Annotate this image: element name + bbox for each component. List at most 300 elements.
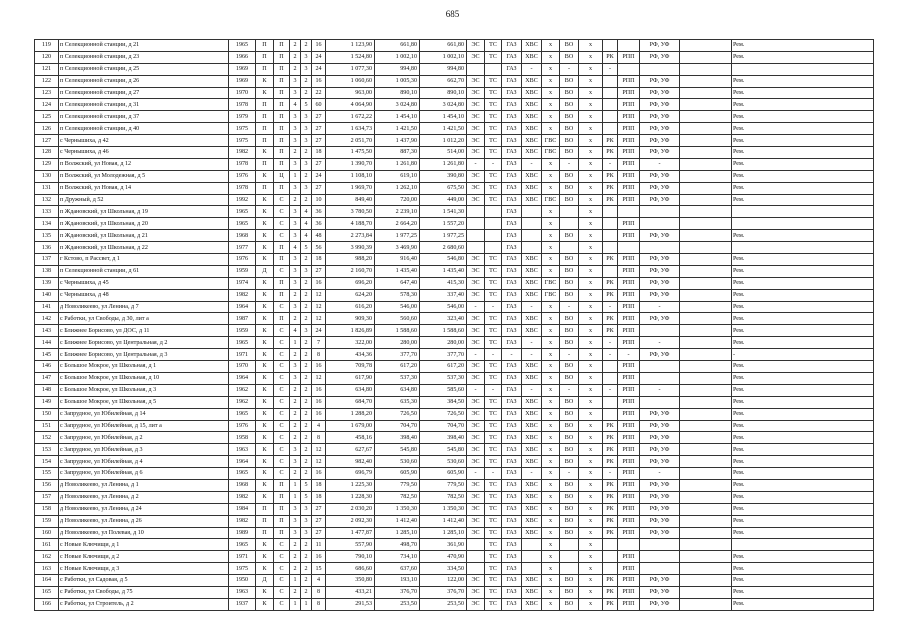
cell-power-supply: ЭС (467, 194, 485, 206)
cell-wall-material: П (256, 63, 274, 75)
cell-floors: 3 (301, 158, 312, 170)
cell-sewerage: ВО (560, 361, 579, 373)
cell-heating: ТС (485, 372, 502, 384)
cell-mark-x: х (579, 539, 603, 551)
cell-roof-repair: РК (603, 277, 618, 289)
cell-mark-x: х (579, 99, 603, 111)
cell-residential-area: 1 002,10 (420, 51, 467, 63)
cell-floors: 2 (301, 420, 312, 432)
cell-total-area: 696,79 (326, 468, 375, 480)
cell-year-built: 1950 (229, 575, 256, 587)
cell-row-number: 136 (35, 242, 59, 254)
cell-floors: 5 (301, 491, 312, 503)
cell-other (680, 420, 732, 432)
cell-cold-water: - (522, 349, 542, 361)
cell-mark-x: х (579, 147, 603, 159)
cell-cold-water: ХВС (522, 265, 542, 277)
cell-power-supply: ЭС (467, 99, 485, 111)
table-row (35, 396, 874, 408)
cell-floors: 2 (301, 456, 312, 468)
cell-floors: 5 (301, 99, 312, 111)
cell-address: п Ждановский, ул Школьная, д 20 (59, 218, 229, 230)
cell-mark-x: х (579, 563, 603, 575)
cell-year-built: 1969 (229, 75, 256, 87)
cell-entrances: 2 (290, 40, 301, 52)
cell-wall-material: К (256, 277, 274, 289)
cell-residential-area: 280,00 (420, 337, 467, 349)
cell-entrances: 3 (290, 206, 301, 218)
cell-hot-water: х (542, 515, 560, 527)
cell-floor-type: С (274, 325, 290, 337)
cell-wall-material: К (256, 586, 274, 598)
cell-address: с Чернышиха, д 46 (59, 147, 229, 159)
cell-repair-status: Рем. (732, 158, 874, 170)
cell-heating: ТС (485, 265, 502, 277)
cell-other (680, 218, 732, 230)
cell-cold-water: ХВС (522, 396, 542, 408)
cell-year-built: 1969 (229, 63, 256, 75)
cell-entrances: 2 (290, 147, 301, 159)
cell-entrances: 3 (290, 218, 301, 230)
cell-entrances: 2 (290, 63, 301, 75)
cell-other (680, 337, 732, 349)
cell-mark-x: х (579, 182, 603, 194)
cell-facade-repair: РПП (618, 575, 640, 587)
cell-facade-repair: РПП (618, 503, 640, 515)
cell-floor-type: С (274, 206, 290, 218)
cell-heating: ТС (485, 40, 502, 52)
cell-cold-water: ХВС (522, 99, 542, 111)
table-row (35, 301, 874, 313)
cell-foundation-repair: РФ, УФ (640, 135, 680, 147)
cell-foundation-repair: РФ, УФ (640, 313, 680, 325)
cell-apartments: 8 (312, 432, 326, 444)
cell-roof-repair: РК (603, 170, 618, 182)
cell-repair-status: Рем. (732, 40, 874, 52)
cell-wall-material: К (256, 254, 274, 266)
cell-sewerage: ВО (560, 135, 579, 147)
cell-year-built: 1992 (229, 194, 256, 206)
cell-other (680, 325, 732, 337)
cell-year-built: 1959 (229, 265, 256, 277)
cell-row-number: 162 (35, 551, 59, 563)
cell-hot-water: х (542, 468, 560, 480)
cell-mark-x: х (579, 384, 603, 396)
cell-facade-repair: РПП (618, 170, 640, 182)
cell-facade-repair: РПП (618, 479, 640, 491)
cell-year-built: 1970 (229, 87, 256, 99)
cell-mark-x: х (579, 206, 603, 218)
cell-roof-repair: РК (603, 491, 618, 503)
cell-heating: ТС (485, 491, 502, 503)
cell-sewerage: ВО (560, 75, 579, 87)
cell-total-area: 1 634,73 (326, 123, 375, 135)
cell-address: с Ближнее Борисово, ул ДОС, д 11 (59, 325, 229, 337)
cell-heating: ТС (485, 75, 502, 87)
cell-floors: 2 (301, 372, 312, 384)
cell-entrances: 4 (290, 242, 301, 254)
cell-heating: ТС (485, 51, 502, 63)
cell-gas: ГАЗ (502, 289, 522, 301)
cell-facade-repair: РПП (618, 147, 640, 159)
cell-total-area: 2 051,70 (326, 135, 375, 147)
cell-floor-type: С (274, 265, 290, 277)
cell-apartments: 4 (312, 575, 326, 587)
cell-row-number: 159 (35, 515, 59, 527)
cell-heating (485, 63, 502, 75)
cell-gas: ГАЗ (502, 170, 522, 182)
cell-address: п Селекционной станции, д 26 (59, 75, 229, 87)
cell-repair-status: Рем. (732, 277, 874, 289)
cell-floor-type: С (274, 551, 290, 563)
cell-sewerage: ВО (560, 491, 579, 503)
cell-wall-material: К (256, 456, 274, 468)
cell-gas: ГАЗ (502, 420, 522, 432)
cell-other (680, 277, 732, 289)
cell-heating: ТС (485, 598, 502, 610)
cell-row-number: 152 (35, 432, 59, 444)
table-row (35, 456, 874, 468)
cell-cold-water: ХВС (522, 444, 542, 456)
cell-foundation-repair (640, 218, 680, 230)
table-row (35, 408, 874, 420)
cell-heating: ТС (485, 396, 502, 408)
cell-apartments: 24 (312, 170, 326, 182)
cell-facade-repair (618, 242, 640, 254)
cell-living-area: 253,50 (375, 598, 420, 610)
cell-sewerage: ВО (560, 51, 579, 63)
cell-mark-x: х (579, 75, 603, 87)
cell-floor-type: П (274, 99, 290, 111)
cell-hot-water: х (542, 420, 560, 432)
cell-year-built: 1965 (229, 539, 256, 551)
cell-mark-x: х (579, 170, 603, 182)
cell-roof-repair: - (603, 349, 618, 361)
cell-entrances: 3 (290, 361, 301, 373)
cell-apartments: 12 (312, 444, 326, 456)
cell-roof-repair: РК (603, 420, 618, 432)
cell-foundation-repair: РФ, УФ (640, 265, 680, 277)
cell-power-supply (467, 206, 485, 218)
cell-roof-repair: РК (603, 325, 618, 337)
cell-repair-status: Рем. (732, 515, 874, 527)
cell-mark-x: х (579, 575, 603, 587)
cell-row-number: 156 (35, 479, 59, 491)
cell-address: с Большое Мокрое, ул Школьная, д 1 (59, 361, 229, 373)
cell-apartments: 27 (312, 527, 326, 539)
cell-gas: ГАЗ (502, 40, 522, 52)
cell-floor-type: П (274, 277, 290, 289)
cell-floor-type: С (274, 337, 290, 349)
page-number: 685 (445, 9, 460, 19)
cell-sewerage (560, 218, 579, 230)
cell-living-area: 1 454,10 (375, 111, 420, 123)
cell-row-number: 128 (35, 147, 59, 159)
cell-floors: 2 (301, 254, 312, 266)
cell-facade-repair: РПП (618, 75, 640, 87)
cell-residential-area: 514,00 (420, 147, 467, 159)
cell-residential-area: 1 421,50 (420, 123, 467, 135)
cell-residential-area: 782,50 (420, 491, 467, 503)
cell-wall-material: К (256, 349, 274, 361)
cell-floors: 2 (301, 563, 312, 575)
cell-foundation-repair: РФ, УФ (640, 515, 680, 527)
cell-year-built: 1962 (229, 396, 256, 408)
cell-apartments: 24 (312, 325, 326, 337)
cell-mark-x: х (579, 242, 603, 254)
cell-apartments: 56 (312, 242, 326, 254)
cell-row-number: 127 (35, 135, 59, 147)
cell-wall-material: К (256, 408, 274, 420)
cell-floors: 2 (301, 408, 312, 420)
table-row (35, 539, 874, 551)
cell-other (680, 265, 732, 277)
cell-other (680, 87, 732, 99)
cell-repair-status: Рем. (732, 51, 874, 63)
cell-foundation-repair: РФ, УФ (640, 586, 680, 598)
cell-apartments: 11 (312, 539, 326, 551)
cell-floor-type: С (274, 218, 290, 230)
cell-year-built: 1965 (229, 40, 256, 52)
cell-other (680, 206, 732, 218)
cell-wall-material: К (256, 396, 274, 408)
cell-hot-water: х (542, 551, 560, 563)
cell-power-supply (467, 563, 485, 575)
cell-row-number: 165 (35, 586, 59, 598)
cell-apartments: 8 (312, 598, 326, 610)
cell-mark-x: х (579, 313, 603, 325)
cell-floor-type: П (274, 503, 290, 515)
cell-living-area: 1 435,40 (375, 265, 420, 277)
cell-repair-status: Рем. (732, 99, 874, 111)
cell-row-number: 151 (35, 420, 59, 432)
cell-wall-material: К (256, 75, 274, 87)
cell-sewerage: ВО (560, 147, 579, 159)
cell-address: д Новоликеево, ул Ленина, д 26 (59, 515, 229, 527)
cell-total-area: 291,53 (326, 598, 375, 610)
cell-gas: ГАЗ (502, 194, 522, 206)
cell-other (680, 575, 732, 587)
cell-hot-water: х (542, 444, 560, 456)
cell-apartments: 27 (312, 111, 326, 123)
cell-mark-x: х (579, 337, 603, 349)
cell-floors: 5 (301, 479, 312, 491)
cell-other (680, 99, 732, 111)
cell-apartments: 27 (312, 123, 326, 135)
cell-apartments: 24 (312, 51, 326, 63)
cell-address: с Ближнее Борисово, ул Центральная, д 2 (59, 337, 229, 349)
cell-entrances: 3 (290, 254, 301, 266)
cell-mark-x: х (579, 420, 603, 432)
cell-gas: ГАЗ (502, 586, 522, 598)
cell-other (680, 586, 732, 598)
cell-year-built: 1975 (229, 135, 256, 147)
cell-floors: 2 (301, 75, 312, 87)
cell-living-area: 617,20 (375, 361, 420, 373)
cell-cold-water (522, 551, 542, 563)
cell-foundation-repair: РФ, УФ (640, 87, 680, 99)
cell-mark-x: х (579, 40, 603, 52)
cell-sewerage: ВО (560, 230, 579, 242)
cell-gas: ГАЗ (502, 254, 522, 266)
cell-floors: 2 (301, 289, 312, 301)
cell-year-built: 1971 (229, 551, 256, 563)
table-row (35, 491, 874, 503)
cell-power-supply: ЭС (467, 444, 485, 456)
cell-foundation-repair: РФ, УФ (640, 254, 680, 266)
cell-foundation-repair: РФ, УФ (640, 277, 680, 289)
cell-living-area: 635,30 (375, 396, 420, 408)
cell-floor-type: С (274, 194, 290, 206)
cell-residential-area: 470,90 (420, 551, 467, 563)
cell-cold-water: ХВС (522, 40, 542, 52)
cell-foundation-repair (640, 361, 680, 373)
cell-facade-repair: РПП (618, 361, 640, 373)
cell-total-area: 617,90 (326, 372, 375, 384)
cell-floors: 3 (301, 51, 312, 63)
cell-heating: ТС (485, 432, 502, 444)
cell-power-supply: ЭС (467, 491, 485, 503)
cell-cold-water (522, 218, 542, 230)
cell-residential-area: 415,30 (420, 277, 467, 289)
cell-hot-water: х (542, 432, 560, 444)
cell-floor-type: П (274, 158, 290, 170)
cell-residential-area: 704,70 (420, 420, 467, 432)
cell-entrances: 2 (290, 408, 301, 420)
cell-cold-water: ХВС (522, 194, 542, 206)
cell-living-area: 560,60 (375, 313, 420, 325)
cell-year-built: 1958 (229, 432, 256, 444)
cell-floor-type: С (274, 598, 290, 610)
cell-repair-status: Рем. (732, 432, 874, 444)
cell-foundation-repair: РФ, УФ (640, 230, 680, 242)
cell-mark-x: х (579, 456, 603, 468)
cell-residential-area: 545,80 (420, 444, 467, 456)
cell-heating: - (485, 384, 502, 396)
cell-sewerage: ВО (560, 289, 579, 301)
cell-hot-water: ГВС (542, 194, 560, 206)
cell-wall-material: К (256, 539, 274, 551)
cell-mark-x: х (579, 51, 603, 63)
cell-entrances: 2 (290, 563, 301, 575)
cell-power-supply: ЭС (467, 265, 485, 277)
cell-entrances: 3 (290, 503, 301, 515)
cell-other (680, 432, 732, 444)
cell-foundation-repair: РФ, УФ (640, 503, 680, 515)
cell-hot-water: х (542, 206, 560, 218)
cell-floors: 5 (301, 242, 312, 254)
cell-power-supply: ЭС (467, 503, 485, 515)
cell-other (680, 491, 732, 503)
cell-sewerage: ВО (560, 337, 579, 349)
cell-floors: 2 (301, 194, 312, 206)
cell-living-area: 546,00 (375, 301, 420, 313)
cell-gas: ГАЗ (502, 63, 522, 75)
cell-repair-status: Рем. (732, 598, 874, 610)
cell-gas: ГАЗ (502, 503, 522, 515)
cell-year-built: 1937 (229, 598, 256, 610)
cell-address: п Ждановский, ул Школьная, д 19 (59, 206, 229, 218)
cell-hot-water: х (542, 111, 560, 123)
cell-floor-type: П (274, 135, 290, 147)
cell-sewerage: ВО (560, 265, 579, 277)
cell-repair-status: Рем. (732, 503, 874, 515)
cell-total-area: 709,78 (326, 361, 375, 373)
cell-living-area: 398,40 (375, 432, 420, 444)
cell-power-supply: ЭС (467, 289, 485, 301)
cell-repair-status: Рем. (732, 265, 874, 277)
cell-cold-water: ХВС (522, 87, 542, 99)
cell-foundation-repair: РФ, УФ (640, 194, 680, 206)
cell-foundation-repair: - (640, 301, 680, 313)
cell-other (680, 135, 732, 147)
cell-living-area: 376,70 (375, 586, 420, 598)
cell-cold-water: ХВС (522, 123, 542, 135)
cell-apartments: 18 (312, 479, 326, 491)
cell-floor-type: С (274, 456, 290, 468)
cell-mark-x: х (579, 218, 603, 230)
cell-address: п Селекционной станции, д 27 (59, 87, 229, 99)
cell-power-supply: ЭС (467, 325, 485, 337)
cell-gas: ГАЗ (502, 218, 522, 230)
cell-foundation-repair: РФ, УФ (640, 408, 680, 420)
cell-sewerage: ВО (560, 598, 579, 610)
cell-mark-x: х (579, 527, 603, 539)
cell-facade-repair: РПП (618, 586, 640, 598)
cell-year-built: 1976 (229, 170, 256, 182)
cell-power-supply: ЭС (467, 420, 485, 432)
cell-heating (485, 218, 502, 230)
cell-floor-type: П (274, 123, 290, 135)
cell-entrances: 1 (290, 575, 301, 587)
cell-floor-type: С (274, 349, 290, 361)
cell-facade-repair: РПП (618, 313, 640, 325)
cell-total-area: 3 990,39 (326, 242, 375, 254)
cell-repair-status: Рем. (732, 301, 874, 313)
cell-sewerage: ВО (560, 87, 579, 99)
cell-floor-type: П (274, 87, 290, 99)
cell-wall-material: К (256, 289, 274, 301)
table-row (35, 575, 874, 587)
cell-entrances: 3 (290, 301, 301, 313)
cell-cold-water: - (522, 301, 542, 313)
cell-roof-repair: РК (603, 575, 618, 587)
cell-entrances: 3 (290, 111, 301, 123)
cell-power-supply: ЭС (467, 254, 485, 266)
cell-cold-water: ХВС (522, 170, 542, 182)
cell-gas: ГАЗ (502, 396, 522, 408)
cell-entrances: 3 (290, 158, 301, 170)
cell-cold-water: ХВС (522, 420, 542, 432)
cell-mark-x: х (579, 289, 603, 301)
cell-other (680, 289, 732, 301)
cell-sewerage: ВО (560, 479, 579, 491)
cell-address: п Ждановский, ул Школьная, д 21 (59, 230, 229, 242)
cell-floor-type: П (274, 147, 290, 159)
cell-residential-area: 1 541,30 (420, 206, 467, 218)
cell-roof-repair (603, 539, 618, 551)
cell-sewerage: ВО (560, 277, 579, 289)
cell-residential-area: 384,50 (420, 396, 467, 408)
cell-facade-repair: РПП (618, 372, 640, 384)
cell-roof-repair (603, 99, 618, 111)
cell-living-area: 1 588,60 (375, 325, 420, 337)
cell-row-number: 126 (35, 123, 59, 135)
cell-roof-repair: - (603, 468, 618, 480)
cell-apartments: 18 (312, 491, 326, 503)
cell-hot-water: ГВС (542, 289, 560, 301)
cell-living-area: 647,40 (375, 277, 420, 289)
